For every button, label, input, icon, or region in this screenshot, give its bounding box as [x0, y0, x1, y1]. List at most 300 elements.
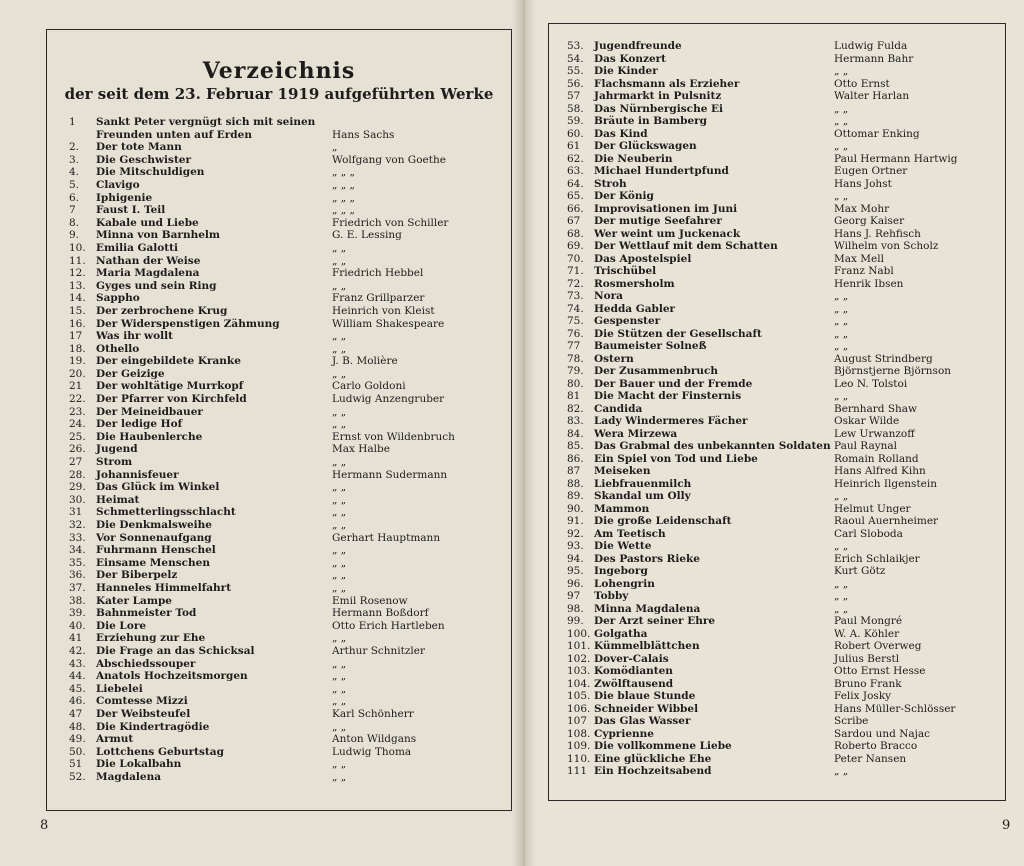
entry-number: 104. [567, 677, 591, 690]
list-item [69, 192, 499, 205]
entry-number: 63. [567, 165, 584, 177]
list-item [69, 771, 499, 784]
entry-number: 3. [69, 153, 80, 166]
author-name: Wilhelm von Scholz [834, 240, 939, 252]
entry-number: 55. [567, 65, 584, 77]
entry-number: 36. [69, 569, 86, 582]
work-title: Jugend [96, 443, 138, 456]
author-name: August Strindberg [834, 352, 933, 365]
list-item [567, 278, 997, 291]
list-item [69, 733, 499, 746]
author-name: Julius Berstl [834, 652, 900, 665]
work-title: Der Geizige [96, 367, 165, 380]
author-name: Felix Josky [834, 690, 892, 702]
list-item [69, 544, 499, 557]
work-title: Liebelei [96, 682, 143, 695]
work-title: Die Neuberin [594, 152, 673, 165]
author-name: „ „ [332, 758, 347, 771]
list-item [69, 343, 499, 356]
entry-number: 54. [567, 52, 584, 65]
author-name: „ „ [834, 540, 849, 552]
author-name: Romain Rolland [834, 452, 919, 465]
list-item [69, 746, 499, 759]
work-title: Erziehung zur Ehe [96, 632, 206, 645]
author-name: Björnstjerne Björnson [834, 365, 952, 377]
author-name: „ „ [332, 342, 347, 355]
list-item [69, 494, 499, 507]
entry-number: 88. [567, 477, 584, 490]
work-title: Bräute in Bamberg [594, 115, 707, 127]
work-title: Schneider Wibbel [594, 702, 699, 715]
author-name: Henrik Ibsen [834, 277, 904, 290]
entry-number: 45. [69, 682, 86, 695]
entry-number: 28. [69, 468, 86, 481]
list-item [567, 340, 997, 353]
entry-number: 95. [567, 565, 584, 577]
author-name: Heinrich Ilgenstein [834, 477, 937, 490]
work-title: Nathan der Weise [96, 254, 201, 267]
entry-number: 79. [567, 365, 584, 377]
list-item [567, 553, 997, 566]
entry-number: 19. [69, 355, 86, 368]
work-title: Ingeborg [594, 565, 648, 577]
work-title: Der eingebildete Kranke [96, 355, 241, 368]
list-item [567, 428, 997, 441]
entry-number: 102. [567, 652, 591, 665]
list-item [69, 204, 499, 217]
work-title: Kater Lampe [96, 594, 172, 607]
entry-number: 18. [69, 342, 86, 355]
list-item [567, 740, 997, 753]
list-item [567, 315, 997, 328]
author-name: „ „ [834, 290, 849, 302]
work-title: Mammon [594, 502, 650, 515]
author-name: Scribe [834, 715, 869, 727]
work-title: Tobby [594, 590, 629, 602]
author-name: „ „ [332, 405, 347, 418]
list-item [567, 540, 997, 553]
entry-number: 31 [69, 506, 83, 519]
entry-number: 96. [567, 577, 584, 590]
author-name: Heinrich von Kleist [332, 304, 435, 317]
work-title: Strom [96, 456, 133, 469]
entry-number: 61 [567, 140, 581, 152]
work-title: Michael Hundertpfund [594, 165, 729, 177]
list-item [69, 670, 499, 683]
author-name: Emil Rosenow [332, 594, 408, 607]
list-item [69, 280, 499, 293]
work-title: Maria Magdalena [96, 267, 200, 280]
entry-number: 53. [567, 40, 584, 52]
author-name: Robert Overweg [834, 640, 922, 652]
work-title: Lady Windermeres Fächer [594, 415, 748, 427]
entry-number: 68. [567, 227, 584, 240]
work-title: Der Widerspenstigen Zähmung [96, 317, 280, 330]
entry-number: 10. [69, 241, 86, 254]
author-name: W. A. Köhler [834, 627, 900, 640]
work-title: Fuhrmann Henschel [96, 544, 216, 557]
list-item [567, 403, 997, 416]
work-title: Das Glück im Winkel [96, 481, 220, 494]
list-item [567, 565, 997, 578]
author-name: „ „ [332, 581, 347, 594]
entry-number: 49. [69, 733, 86, 746]
entry-number: 47 [69, 707, 83, 720]
entry-number: 60. [567, 127, 584, 140]
entry-number: 80. [567, 377, 584, 390]
list-item [567, 103, 997, 116]
author-name: „ „ [834, 577, 849, 590]
list-item [69, 532, 499, 545]
work-title: Hanneles Himmelfahrt [96, 581, 232, 594]
author-name: Oskar Wilde [834, 415, 900, 427]
work-title: Schmetterlingsschlacht [96, 506, 236, 519]
author-name: Sardou und Najac [834, 727, 931, 740]
entry-number: 77 [567, 340, 581, 352]
author-name: „ „ „ [332, 191, 355, 204]
work-title: Magdalena [96, 770, 162, 783]
author-name: Ludwig Anzengruber [332, 393, 445, 406]
author-name: Leo N. Tolstoi [834, 377, 908, 390]
work-title: Die Lokalbahn [96, 758, 182, 771]
work-title: Der Wettlauf mit dem Schatten [594, 240, 778, 252]
list-item [69, 620, 499, 633]
list-item [567, 303, 997, 316]
entry-number: 75. [567, 315, 584, 327]
entry-number: 101. [567, 640, 591, 652]
work-title: Der Bauer und der Fremde [594, 377, 753, 390]
author-name: „ „ [332, 506, 347, 519]
author-name: Kurt Götz [834, 565, 886, 577]
list-item [567, 478, 997, 491]
entry-number: 82. [567, 402, 584, 415]
entry-number: 85. [567, 440, 584, 452]
list-item [567, 440, 997, 453]
work-title: Abschiedssouper [96, 657, 196, 670]
entry-number: 32. [69, 519, 86, 531]
work-title: Das Apostelspiel [594, 252, 692, 265]
work-title: Kabale und Liebe [96, 216, 199, 229]
entry-number: 12. [69, 267, 86, 280]
work-title: Clavigo [96, 178, 140, 191]
entry-number: 56. [567, 77, 584, 90]
list-item [567, 603, 997, 616]
work-title: Die Kindertragödie [96, 720, 210, 733]
list-item [69, 380, 499, 393]
work-title: Minna von Barnhelm [96, 229, 220, 242]
entry-number: 72. [567, 277, 584, 290]
work-title: Am Teetisch [594, 527, 666, 540]
list-item [69, 595, 499, 608]
list-item [567, 690, 997, 703]
author-name: „ „ [834, 765, 849, 777]
work-title: Komödianten [594, 665, 673, 677]
book-gutter [512, 0, 536, 866]
entry-number: 91. [567, 515, 584, 527]
entry-number: 69. [567, 240, 584, 252]
work-title: Die blaue Stunde [594, 690, 696, 702]
list-item [69, 506, 499, 519]
author-name: Arthur Schnitzler [332, 644, 426, 657]
author-name: „ „ [332, 519, 347, 531]
entry-number: 50. [69, 745, 86, 758]
work-title: Freunden unten auf Erden [96, 128, 252, 141]
author-name: Karl Schönherr [332, 707, 414, 720]
work-title: Wer weint um Juckenack [594, 227, 741, 240]
list-item [69, 607, 499, 620]
author-name: Hermann Bahr [834, 52, 914, 65]
work-title: Der Biberpelz [96, 569, 178, 582]
author-name: Carlo Goldoni [332, 380, 406, 393]
list-item [567, 665, 997, 678]
entry-number: 22. [69, 393, 86, 406]
work-title: Der Pfarrer von Kirchfeld [96, 393, 247, 406]
work-title: Die Mitschuldigen [96, 166, 205, 179]
author-name: Hans Sachs [332, 128, 395, 141]
work-title: Bahnmeister Tod [96, 607, 197, 620]
author-name: „ „ [834, 115, 849, 127]
list-item [69, 695, 499, 708]
list-item [69, 721, 499, 734]
work-title: Minna Magdalena [594, 602, 701, 615]
author-name: „ „ „ [332, 178, 355, 191]
author-name: Friedrich Hebbel [332, 267, 424, 280]
entry-number: 57 [567, 90, 581, 102]
entry-number: 44. [69, 670, 86, 683]
work-title: Der mutige Seefahrer [594, 215, 722, 227]
author-name: „ „ [332, 720, 347, 733]
list-item [567, 515, 997, 528]
entry-number: 13. [69, 279, 86, 292]
entry-number: 93. [567, 540, 584, 552]
list-item [567, 178, 997, 191]
list-item [69, 443, 499, 456]
entry-number: 37. [69, 581, 86, 594]
author-name: „ „ [834, 302, 849, 315]
work-title: Das Nürnbergische Ei [594, 102, 724, 115]
list-item [567, 90, 997, 103]
author-name: „ „ „ [332, 204, 355, 217]
entry-number: 73. [567, 290, 584, 302]
author-name: Otto Ernst Hesse [834, 665, 926, 677]
work-title: Armut [96, 733, 134, 746]
author-name: „ „ [332, 670, 347, 683]
page-subheading: der seit dem 23. Februar 1919 aufgeführten Werke [64, 85, 494, 103]
work-title: Zwölftausend [594, 677, 674, 690]
list-item [69, 229, 499, 242]
entry-number: 5. [69, 178, 80, 191]
work-title: Baumeister Solneß [594, 340, 707, 352]
list-item [69, 456, 499, 469]
work-title: Das Glas Wasser [594, 715, 691, 727]
entry-number: 6. [69, 191, 80, 204]
work-title: Wera Mirzewa [594, 427, 678, 440]
author-name: „ „ [332, 556, 347, 569]
author-name: Hans Müller-Schlösser [834, 702, 956, 715]
entry-number: 1 [69, 116, 76, 128]
work-title: Comtesse Mizzi [96, 695, 188, 708]
list-item [69, 758, 499, 771]
list-item [567, 240, 997, 253]
entry-number: 24. [69, 418, 86, 431]
author-name: „ [332, 141, 338, 154]
author-name: Ludwig Thoma [332, 745, 412, 758]
entry-number: 33. [69, 531, 86, 544]
work-title: Eine glückliche Ehe [594, 752, 712, 765]
author-name: „ „ [332, 254, 347, 267]
entry-number: 65. [567, 190, 584, 202]
author-name [332, 116, 499, 129]
list-item [567, 590, 997, 603]
entry-number: 110. [567, 752, 591, 765]
work-title: Jugendfreunde [594, 40, 682, 52]
work-title: Othello [96, 342, 140, 355]
entry-number: 97 [567, 590, 581, 602]
work-title: Liebfrauenmilch [594, 477, 692, 490]
entry-number: 25. [69, 430, 86, 443]
work-title: Einsame Menschen [96, 556, 210, 569]
list-item [69, 632, 499, 645]
entry-number: 106. [567, 702, 591, 715]
entry-number: 4. [69, 166, 80, 179]
work-title: Emilia Galotti [96, 241, 178, 254]
author-name: Roberto Bracco [834, 740, 918, 752]
author-name: „ „ [834, 590, 849, 602]
list-item [69, 129, 499, 142]
author-name: Hans Johst [834, 177, 892, 190]
author-name: „ „ [332, 632, 347, 645]
entry-number: 58. [567, 102, 584, 115]
entry-number: 52. [69, 770, 86, 783]
list-item [567, 728, 997, 741]
work-title: Der Zusammenbruch [594, 365, 719, 377]
entry-number: 62. [567, 152, 584, 165]
list-item [567, 528, 997, 541]
work-title: Der Weibsteufel [96, 707, 191, 720]
author-name: Paul Mongré [834, 615, 903, 627]
work-title: Ein Spiel von Tod und Liebe [594, 452, 758, 465]
list-item [69, 154, 499, 167]
list-item [567, 765, 997, 778]
entry-number: 9. [69, 229, 80, 242]
left-page-frame [46, 29, 512, 811]
work-title: Lohengrin [594, 577, 655, 590]
work-title: Cyprienne [594, 727, 654, 740]
entry-number: 103. [567, 665, 591, 677]
author-name: „ „ [332, 544, 347, 557]
author-name: Otto Ernst [834, 77, 890, 90]
author-name: Raoul Auernheimer [834, 515, 939, 527]
entry-number: 83. [567, 415, 584, 427]
list-item [69, 406, 499, 419]
author-name: Max Mohr [834, 202, 890, 215]
list-item [69, 418, 499, 431]
list-item [69, 217, 499, 230]
author-name: „ „ [834, 140, 849, 152]
author-name: Walter Harlan [834, 90, 910, 102]
work-title: Rosmersholm [594, 277, 675, 290]
author-name: William Shakespeare [332, 317, 445, 330]
work-title: Skandal um Olly [594, 490, 691, 502]
entry-number: 20. [69, 367, 86, 380]
list-item [69, 569, 499, 582]
list-item [567, 215, 997, 228]
entry-number: 34. [69, 544, 86, 557]
entry-number: 43. [69, 657, 86, 670]
list-item [567, 65, 997, 78]
author-name: „ „ [834, 315, 849, 327]
author-name: Franz Grillparzer [332, 292, 425, 305]
work-title: Das Grabmal des unbekannten Soldaten [594, 440, 831, 452]
author-name: „ „ [332, 569, 347, 582]
list-item [69, 658, 499, 671]
list-item [567, 153, 997, 166]
entry-number: 21 [69, 380, 83, 393]
entry-number: 109. [567, 740, 591, 752]
author-name: „ „ [834, 602, 849, 615]
work-title: Der Glückswagen [594, 140, 697, 152]
author-name: Georg Kaiser [834, 215, 905, 227]
list-item [567, 490, 997, 503]
entry-number: 14. [69, 292, 86, 305]
work-title: Flachsmann als Erzieher [594, 77, 740, 90]
entry-number: 16. [69, 317, 86, 330]
author-name: Friedrich von Schiller [332, 216, 449, 229]
list-item [567, 140, 997, 153]
list-item [69, 469, 499, 482]
entry-number: 108. [567, 727, 591, 740]
list-item [567, 253, 997, 266]
list-item [567, 578, 997, 591]
list-item [69, 292, 499, 305]
entry-number: 35. [69, 556, 86, 569]
author-name: Helmut Unger [834, 502, 911, 515]
work-title: Die Stützen der Gesellschaft [594, 327, 762, 340]
author-name: „ „ [834, 490, 849, 502]
entry-number: 66. [567, 202, 584, 215]
entry-number: 78. [567, 352, 584, 365]
list-item [567, 353, 997, 366]
list-item [69, 355, 499, 368]
entry-number: 111 [567, 765, 588, 777]
work-title: Der König [594, 190, 654, 202]
entry-number: 84. [567, 427, 584, 440]
author-name: Franz Nabl [834, 265, 894, 277]
entry-number: 81 [567, 390, 581, 402]
work-title: Des Pastors Rieke [594, 552, 700, 565]
list-item [567, 678, 997, 691]
entry-number: 30. [69, 493, 86, 506]
entry-number: 27 [69, 456, 83, 469]
entry-number: 59. [567, 115, 584, 127]
list-item [567, 390, 997, 403]
page-number-right: 9 [1002, 818, 1011, 833]
work-title: Die vollkommene Liebe [594, 740, 732, 752]
work-title: Der Meineidbauer [96, 405, 203, 418]
author-name: „ „ [332, 493, 347, 506]
author-name: „ „ [332, 367, 347, 380]
entry-number: 98. [567, 602, 584, 615]
author-name: Max Halbe [332, 443, 390, 456]
entry-number: 90. [567, 502, 584, 515]
author-name: Anton Wildgans [332, 733, 417, 746]
work-title: Gyges und sein Ring [96, 279, 217, 292]
author-name: Erich Schlaikjer [834, 552, 920, 565]
author-name: „ „ [332, 418, 347, 431]
list-item [69, 582, 499, 595]
list-item [69, 116, 499, 129]
list-item [567, 703, 997, 716]
